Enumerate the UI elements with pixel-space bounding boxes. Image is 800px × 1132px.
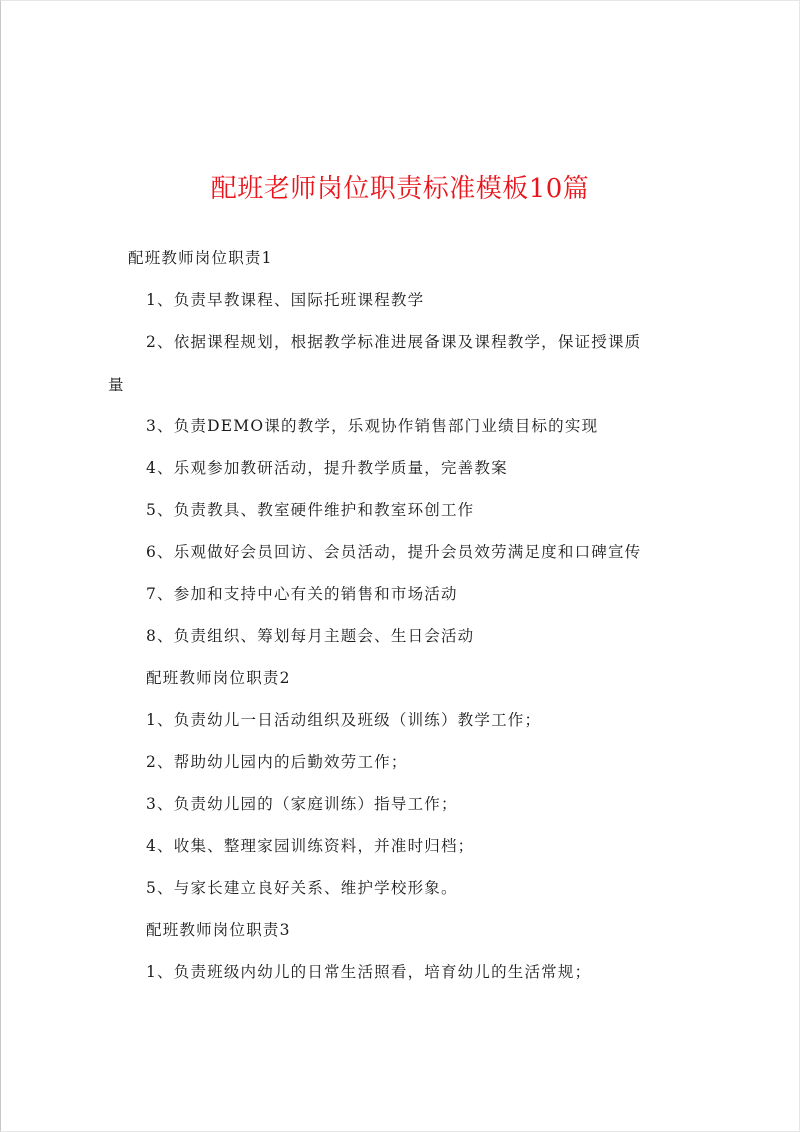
list-item: 5、与家长建立良好关系、维护学校形象。 — [146, 879, 458, 897]
list-item-continuation: 量 — [108, 376, 125, 394]
list-item: 2、帮助幼儿园内的后勤效劳工作； — [146, 753, 408, 771]
list-item: 3、负责幼儿园的（家庭训练）指导工作； — [146, 795, 458, 813]
list-item: 2、依据课程规划，根据教学标准进展备课及课程教学，保证授课质 — [146, 333, 642, 351]
list-item: 4、收集、整理家园训练资料，并准时归档； — [146, 837, 475, 855]
list-item: 5、负责教具、教室硬件维护和教室环创工作 — [146, 501, 475, 519]
section-heading-1: 配班教师岗位职责1 — [128, 249, 273, 267]
list-item: 1、负责班级内幼儿的日常生活照看，培育幼儿的生活常规； — [146, 963, 592, 981]
list-item: 7、参加和支持中心有关的销售和市场活动 — [146, 585, 458, 603]
list-item: 1、负责早教课程、国际托班课程教学 — [146, 291, 425, 309]
list-item: 6、乐观做好会员回访、会员活动，提升会员效劳满足度和口碑宣传 — [146, 543, 642, 561]
document-title: 配班老师岗位职责标准模板10篇 — [210, 174, 590, 204]
list-item: 8、负责组织、筹划每月主题会、生日会活动 — [146, 627, 475, 645]
section-heading-3: 配班教师岗位职责3 — [146, 921, 291, 939]
list-item: 4、乐观参加教研活动，提升教学质量，完善教案 — [146, 459, 508, 477]
list-item: 1、负责幼儿一日活动组织及班级（训练）教学工作； — [146, 711, 542, 729]
section-heading-2: 配班教师岗位职责2 — [146, 669, 291, 687]
list-item: 3、负责DEMO课的教学，乐观协作销售部门业绩目标的实现 — [146, 417, 599, 435]
